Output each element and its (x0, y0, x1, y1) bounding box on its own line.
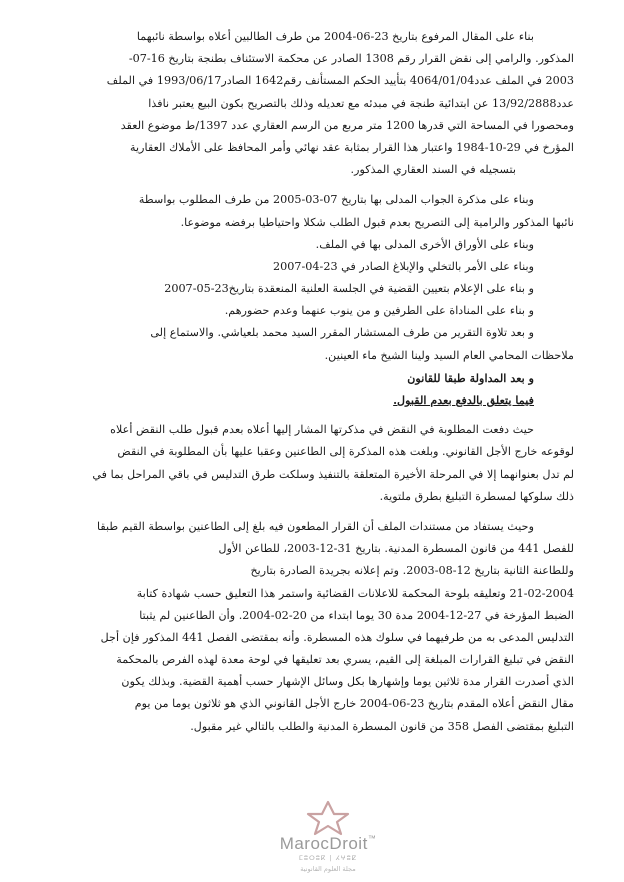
text-line: لوقوعه خارج الأجل القانوني. وبلغت هذه المذكرة إلى الطاعنين وعقبا عليها بأن المطلوبة في النقض (117, 445, 574, 459)
text-line: بتسجيله في السند العقاري المذكور. (350, 163, 516, 177)
text-line: المؤرخ في 29-10-1984 واعتبار هذا القرار بمثابة عقد نهائي وأمر المحافظ على الأملاك العقارية (130, 140, 574, 154)
text-line: للفصل 441 من قانون المسطرة المدنية. بتاريخ 31-12-2003، للطاعن الأول (218, 542, 574, 556)
text-line: حيث دفعت المطلوبة في النقض في مذكرتها المشار إليها أعلاه بعدم قبول طلب النقض أعلاه (110, 423, 534, 437)
watermark-tagline: ⵎⵓⵔⵓⴽ | ⵃⵖⵓⵇ (298, 854, 358, 862)
paragraph-reasoning (66, 516, 574, 738)
star-logo-icon (300, 800, 356, 836)
text-line: التبليغ بمقتضى الفصل 358 من قانون المسطرة المدنية والطلب بالتالي غير مقبول. (190, 719, 574, 733)
paragraph-hearing-notice: و بناء على الإعلام بتعيين القضية في الجلسة العلنية المنعقدة بتاريخ23-05-2007 (164, 282, 534, 296)
text-line: ومحصورا في المساحة التي قدرها 1200 متر مربع من الرسم العقاري عدد 1397/ط موضوع العقد (120, 118, 574, 132)
text-line: و بعد تلاوة التقرير من طرف المستشار المقرر السيد محمد بلعياشي. والاستماع إلى (150, 326, 534, 340)
text-line: نائبها المذكور والرامية إلى التصريح بعدم قبول الطلب شكلا واحتياطيا برفضه موضوعا. (180, 215, 574, 229)
text-line: وللطاعنة الثانية بتاريخ 12-08-2003. وتم إعلانه بجريدة الصادرة بتاريخ (250, 564, 574, 578)
heading-inadmissibility: فيما يتعلق بالدفع بعدم القبول. (393, 393, 534, 407)
text-line: لم تدل بعنوانهما إلا في المرحلة الأخيرة المتعلقة بالتنفيذ وسلكت طرق التدليس في باقي المراحل بما في (92, 467, 574, 481)
text-line: النقض في تبليغ القرارات المبلغة إلى القيم، يسري بعد تعليقها في لوحة معدة لهذه الفرص بالمحكمة (116, 653, 574, 667)
text-line: الذي أصدرت القرار مدة ثلاثين يوما وإشهارها بكل وسائل الإشهار حسب أهمية القضية. وبذلك يكون (121, 675, 574, 689)
paragraph-petition (66, 26, 574, 181)
text-line: 2003 في الملف عدد4064/01/04 بتأييد الحكم المستأنف رقم1642 الصادر1993/06/17 في الملف (106, 74, 574, 88)
text-line: مقال النقض أعلاه المقدم بتاريخ 23-06-2004 خارج الأجل القانوني الذي هو ثلاثون يوما من يوم (134, 697, 574, 711)
marocdroit-watermark (238, 800, 418, 882)
watermark-name: MarocDroit™ (279, 834, 377, 853)
text-line: المذكور. والرامي إلى نقض القرار رقم 1308 الصادر عن محكمة الاستئناف بطنجة بتاريخ 16-07- (128, 52, 574, 66)
paragraph-response (66, 189, 574, 233)
paragraph-report (66, 322, 574, 366)
text-line: وبناء على مذكرة الجواب المدلى بها بتاريخ 07-03-2005 من طرف المطلوب بواسطة (138, 193, 534, 207)
paragraph-other-papers: وبناء على الأوراق الأخرى المدلى بها في الملف. (315, 237, 534, 251)
paragraph-objection (66, 419, 574, 508)
paragraph-withdrawal-order: وبناء على الأمر بالتخلي والإبلاغ الصادر في 23-04-2007 (273, 259, 534, 273)
text-line: بناء على المقال المرفوع بتاريخ 23-06-2004 من طرف الطالبين أعلاه بواسطة نائبهما (136, 30, 534, 43)
text-line: التدليس المدعى به من طرفيهما في سلوك هذه المسطرة. وأنه بمقتضى الفصل 441 المذكور فإن أجل (100, 630, 574, 644)
text-line: الضبط المؤرخة في 27-12-2004 مدة 30 يوما ابتداء من 20-02-2004. وأن الطاعنين لم يثبتا (139, 608, 574, 622)
watermark-subtitle: مجلة العلوم القانونية (300, 865, 356, 873)
text-line: ملاحظات المحامي العام السيد ولينا الشيخ ماء العينين. (324, 348, 574, 362)
text-line: ذلك سلوكها لمسطرة التبليغ بطرق ملتوية. (379, 489, 574, 503)
text-line: عدد13/92/2888 عن ابتدائية طنجة في مبدئه مع تعديله وذلك بالتصريح بكون البيع يعتبر نافذا (148, 96, 574, 110)
text-line: 21-02-2004 وتعليقه بلوحة المحكمة للاعلانات القضائية واستمر هذا التعليق حسب شهادة كتابة (136, 586, 574, 600)
text-line: وحيث يستفاد من مستندات الملف أن القرار المطعون فيه بلغ إلى الطاعنين بواسطة القيم طبقا (96, 519, 534, 533)
judgment-document (66, 26, 574, 738)
heading-deliberation: و بعد المداولة طبقا للقانون (407, 370, 534, 385)
paragraph-summons: و بناء على المناداة على الطرفين و من ينوب عنهما وعدم حضورهم. (224, 304, 534, 318)
